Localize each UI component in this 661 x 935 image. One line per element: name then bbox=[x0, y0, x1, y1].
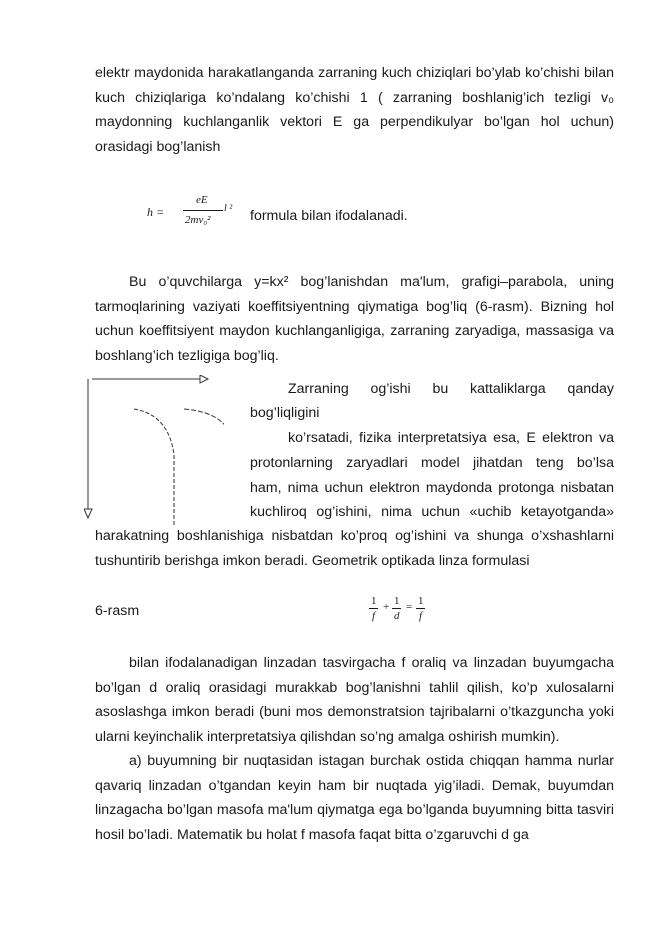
side-text-line-6: kuchliroq og’ishini, nima uchun «uchib ketayotganda» bbox=[250, 504, 614, 520]
operator-equals: = bbox=[406, 601, 413, 613]
side-text-line-4: protonlarning zaryadlari model jihatdan teng bo’lsa bbox=[250, 455, 614, 471]
paragraph-lens-intro: harakatning boshlanishiga nisbatdan ko’proq og’ishini va shunga o’xshashlarni tushuntirib berishga imkon beradi. Geometrik optikada linza formulasi bbox=[95, 528, 614, 569]
formula-lhs: h = bbox=[147, 205, 165, 219]
side-text-line-1: Zarraning og’ishi bu kattaliklarga qanday bbox=[288, 381, 614, 397]
formula-caption: formula bilan ifodalanadi. bbox=[250, 208, 408, 224]
field-arrow-vertical bbox=[84, 379, 92, 518]
frac1-num: 1 bbox=[371, 595, 377, 607]
frac2-den: d bbox=[394, 610, 400, 622]
side-text-line-2: bog’liqligini bbox=[250, 405, 320, 421]
figure-6-deflection-diagram bbox=[84, 375, 224, 535]
frac1-den: f bbox=[372, 610, 376, 622]
paragraph-field-deflection: elektr maydonida harakatlanganda zarraning kuch chiziqlari bo’ylab ko’chishi bilan kuch chiziqlariga ko’ndalang ko’chishi 1 ( zarraning boshlanig’ich tezligi v₀ maydonning kuchlanganlik vektori E ga perpendikulyar bo’lgan hol uchun) orasidagi bog’lanish bbox=[95, 65, 614, 155]
formula-denominator: 2mv₀² bbox=[185, 214, 211, 226]
frac3-num: 1 bbox=[418, 595, 424, 607]
side-text-line-5: ham, nima uchun elektron maydonda protonga nisbatan bbox=[250, 480, 614, 496]
paragraph-lens-analysis: bilan ifodalanadigan linzadan tasvirgacha f oraliq va linzadan buyumgacha bo’lgan d oraliq orasidagi murakkab bog’lanishni tahlil qilish, ko’p xulosalarni asoslashga imkon beradi (buni mos demonstratsion tajribalarni o’tkazguncha yoki ularni keyinchalik interpretatsiya qilishdan so’ng amalga oshirish mumkin). bbox=[95, 655, 614, 745]
field-arrow-horizontal bbox=[92, 375, 208, 383]
trajectory-curve-left bbox=[134, 409, 174, 525]
fraction-bar bbox=[183, 210, 223, 211]
operator-plus: + bbox=[383, 601, 390, 613]
frac2-num: 1 bbox=[394, 595, 400, 607]
frac3-den: f bbox=[419, 610, 423, 622]
frac3-bar bbox=[416, 608, 425, 609]
formula-numerator: eE bbox=[196, 194, 208, 206]
paragraph-parabola: Bu o’quvchilarga y=kx² bog’lanishdan ma'lum, grafigi–parabola, uning tarmoqlarining vaziyati koeffitsiyentning qiymatiga bog’liq (6-rasm). Bizning hol uchun koeffitsiyent maydon kuchlanganligiga, zarraning zaryadiga, massasiga va boshlang’ich tezligiga bog’liq. bbox=[95, 274, 614, 364]
figure-caption: 6-rasm bbox=[95, 603, 140, 619]
frac2-bar bbox=[392, 608, 401, 609]
paragraph-point-a: a) buyumning bir nuqtasidan istagan burchak ostida chiqqan hamma nurlar qavariq linzadan o’tgandan keyin ham bir nuqtada yig’iladi. Demak, buyumdan linzagacha bo’lgan masofa ma'lum qiymatga ega bo’lganda buyumning bitta tasviri hosil bo’ladi. Matematik bu holat f masofa faqat bitta o’zgaruvchi d ga bbox=[95, 753, 614, 843]
formula-tail: l ² bbox=[224, 203, 233, 214]
frac1-bar bbox=[369, 608, 378, 609]
side-text-line-3: ko’rsatadi, fizika interpretatsiya esa, E elektron va bbox=[288, 430, 614, 446]
trajectory-curve-right bbox=[184, 409, 224, 495]
